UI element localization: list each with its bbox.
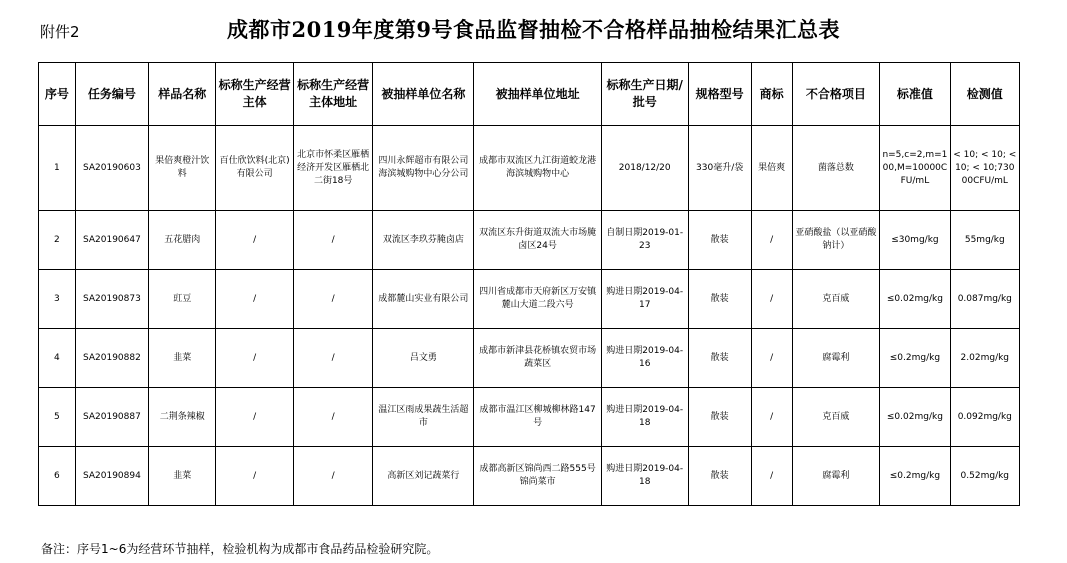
header-sample-name: 样品名称 bbox=[149, 63, 216, 126]
cell-standard-value: ≤0.2mg/kg bbox=[880, 447, 950, 506]
cell-producer: 百仕欣饮料(北京)有限公司 bbox=[216, 126, 294, 211]
cell-sampled-unit-address: 四川省成都市天府新区万安镇麓山大道二段六号 bbox=[474, 270, 601, 329]
attachment-label: 附件2 bbox=[40, 23, 80, 41]
table-row bbox=[39, 447, 1020, 506]
header-failed-item: 不合格项目 bbox=[792, 63, 880, 126]
cell-sampled-unit: 双流区李玖芬腌卤店 bbox=[373, 211, 474, 270]
cell-production-date: 2018/12/20 bbox=[601, 126, 688, 211]
cell-sample-name: 果倍爽橙汁饮料 bbox=[149, 126, 216, 211]
cell-standard-value: ≤30mg/kg bbox=[880, 211, 950, 270]
cell-specification: 散装 bbox=[688, 388, 751, 447]
cell-producer-address: / bbox=[293, 388, 373, 447]
cell-standard-value: ≤0.2mg/kg bbox=[880, 329, 950, 388]
cell-standard-value: ≤0.02mg/kg bbox=[880, 270, 950, 329]
cell-production-date: 购进日期2019-04-17 bbox=[601, 270, 688, 329]
header-production-date: 标称生产日期/批号 bbox=[601, 63, 688, 126]
cell-trademark: / bbox=[751, 447, 792, 506]
cell-specification: 330毫升/袋 bbox=[688, 126, 751, 211]
cell-production-date: 自制日期2019-01-23 bbox=[601, 211, 688, 270]
header-sampled-unit-address: 被抽样单位地址 bbox=[474, 63, 601, 126]
table-row bbox=[39, 388, 1020, 447]
cell-production-date: 购进日期2019-04-16 bbox=[601, 329, 688, 388]
cell-task-id: SA20190894 bbox=[75, 447, 148, 506]
cell-trademark: / bbox=[751, 211, 792, 270]
cell-task-id: SA20190647 bbox=[75, 211, 148, 270]
cell-specification: 散装 bbox=[688, 447, 751, 506]
cell-trademark: / bbox=[751, 388, 792, 447]
cell-producer: / bbox=[216, 447, 294, 506]
cell-sampled-unit-address: 成都市新津县花桥镇农贸市场蔬菜区 bbox=[474, 329, 601, 388]
cell-trademark: / bbox=[751, 270, 792, 329]
cell-sampled-unit-address: 双流区东升街道双流大市场腌卤区24号 bbox=[474, 211, 601, 270]
cell-sample-name: 五花腊肉 bbox=[149, 211, 216, 270]
table-row bbox=[39, 211, 1020, 270]
cell-sampled-unit-address: 成都高新区锦尚西二路555号锦尚菜市 bbox=[474, 447, 601, 506]
cell-failed-item: 克百威 bbox=[792, 388, 880, 447]
header-specification: 规格型号 bbox=[688, 63, 751, 126]
cell-producer: / bbox=[216, 329, 294, 388]
cell-producer-address: 北京市怀柔区雁栖经济开发区雁栖北二街18号 bbox=[293, 126, 373, 211]
cell-measured-value: 2.02mg/kg bbox=[950, 329, 1019, 388]
cell-sample-name: 韭菜 bbox=[149, 329, 216, 388]
footnote: 备注：序号1~6为经营环节抽样，检验机构为成都市食品药品检验研究院。 bbox=[41, 542, 439, 556]
cell-sample-name: 韭菜 bbox=[149, 447, 216, 506]
results-table bbox=[38, 62, 1020, 506]
cell-production-date: 购进日期2019-04-18 bbox=[601, 447, 688, 506]
cell-producer: / bbox=[216, 388, 294, 447]
cell-task-id: SA20190603 bbox=[75, 126, 148, 211]
cell-standard-value: n=5,c=2,m=100,M=10000CFU/mL bbox=[880, 126, 950, 211]
cell-failed-item: 腐霉利 bbox=[792, 329, 880, 388]
cell-failed-item: 菌落总数 bbox=[792, 126, 880, 211]
cell-measured-value: < 10; < 10; < 10; < 10;73000CFU/mL bbox=[950, 126, 1019, 211]
cell-sampled-unit: 吕文勇 bbox=[373, 329, 474, 388]
cell-measured-value: 0.092mg/kg bbox=[950, 388, 1019, 447]
cell-seq: 3 bbox=[39, 270, 76, 329]
header-producer-address: 标称生产经营主体地址 bbox=[293, 63, 373, 126]
cell-failed-item: 腐霉利 bbox=[792, 447, 880, 506]
header-trademark: 商标 bbox=[751, 63, 792, 126]
cell-failed-item: 亚硝酸盐（以亚硝酸钠计） bbox=[792, 211, 880, 270]
header-seq: 序号 bbox=[39, 63, 76, 126]
cell-seq: 5 bbox=[39, 388, 76, 447]
cell-trademark: 果倍爽 bbox=[751, 126, 792, 211]
cell-specification: 散装 bbox=[688, 211, 751, 270]
cell-sample-name: 二荆条辣椒 bbox=[149, 388, 216, 447]
cell-producer-address: / bbox=[293, 329, 373, 388]
cell-trademark: / bbox=[751, 329, 792, 388]
header-standard-value: 标准值 bbox=[880, 63, 950, 126]
cell-production-date: 购进日期2019-04-18 bbox=[601, 388, 688, 447]
cell-standard-value: ≤0.02mg/kg bbox=[880, 388, 950, 447]
cell-measured-value: 0.087mg/kg bbox=[950, 270, 1019, 329]
cell-seq: 4 bbox=[39, 329, 76, 388]
header-measured-value: 检测值 bbox=[950, 63, 1019, 126]
cell-measured-value: 0.52mg/kg bbox=[950, 447, 1019, 506]
header-task-id: 任务编号 bbox=[75, 63, 148, 126]
cell-measured-value: 55mg/kg bbox=[950, 211, 1019, 270]
cell-sampled-unit-address: 成都市双流区九江街道蛟龙港海滨城购物中心 bbox=[474, 126, 601, 211]
table-row bbox=[39, 270, 1020, 329]
cell-specification: 散装 bbox=[688, 329, 751, 388]
cell-producer: / bbox=[216, 270, 294, 329]
cell-producer-address: / bbox=[293, 447, 373, 506]
cell-producer: / bbox=[216, 211, 294, 270]
cell-seq: 2 bbox=[39, 211, 76, 270]
cell-sampled-unit: 温江区雨成果蔬生活超市 bbox=[373, 388, 474, 447]
cell-seq: 6 bbox=[39, 447, 76, 506]
cell-producer-address: / bbox=[293, 270, 373, 329]
page-title: 成都市2019年度第9号食品监督抽检不合格样品抽检结果汇总表 bbox=[226, 17, 841, 42]
cell-specification: 散装 bbox=[688, 270, 751, 329]
cell-sampled-unit: 高新区刘记蔬菜行 bbox=[373, 447, 474, 506]
cell-seq: 1 bbox=[39, 126, 76, 211]
table-row bbox=[39, 126, 1020, 211]
table-row bbox=[39, 329, 1020, 388]
header-producer: 标称生产经营主体 bbox=[216, 63, 294, 126]
cell-task-id: SA20190873 bbox=[75, 270, 148, 329]
cell-sampled-unit-address: 成都市温江区柳城柳林路147号 bbox=[474, 388, 601, 447]
header-sampled-unit: 被抽样单位名称 bbox=[373, 63, 474, 126]
cell-failed-item: 克百威 bbox=[792, 270, 880, 329]
cell-sample-name: 豇豆 bbox=[149, 270, 216, 329]
cell-task-id: SA20190887 bbox=[75, 388, 148, 447]
table-header-row bbox=[39, 63, 1020, 126]
cell-sampled-unit: 成都麓山实业有限公司 bbox=[373, 270, 474, 329]
cell-producer-address: / bbox=[293, 211, 373, 270]
cell-task-id: SA20190882 bbox=[75, 329, 148, 388]
cell-sampled-unit: 四川永辉超市有限公司海滨城购物中心分公司 bbox=[373, 126, 474, 211]
